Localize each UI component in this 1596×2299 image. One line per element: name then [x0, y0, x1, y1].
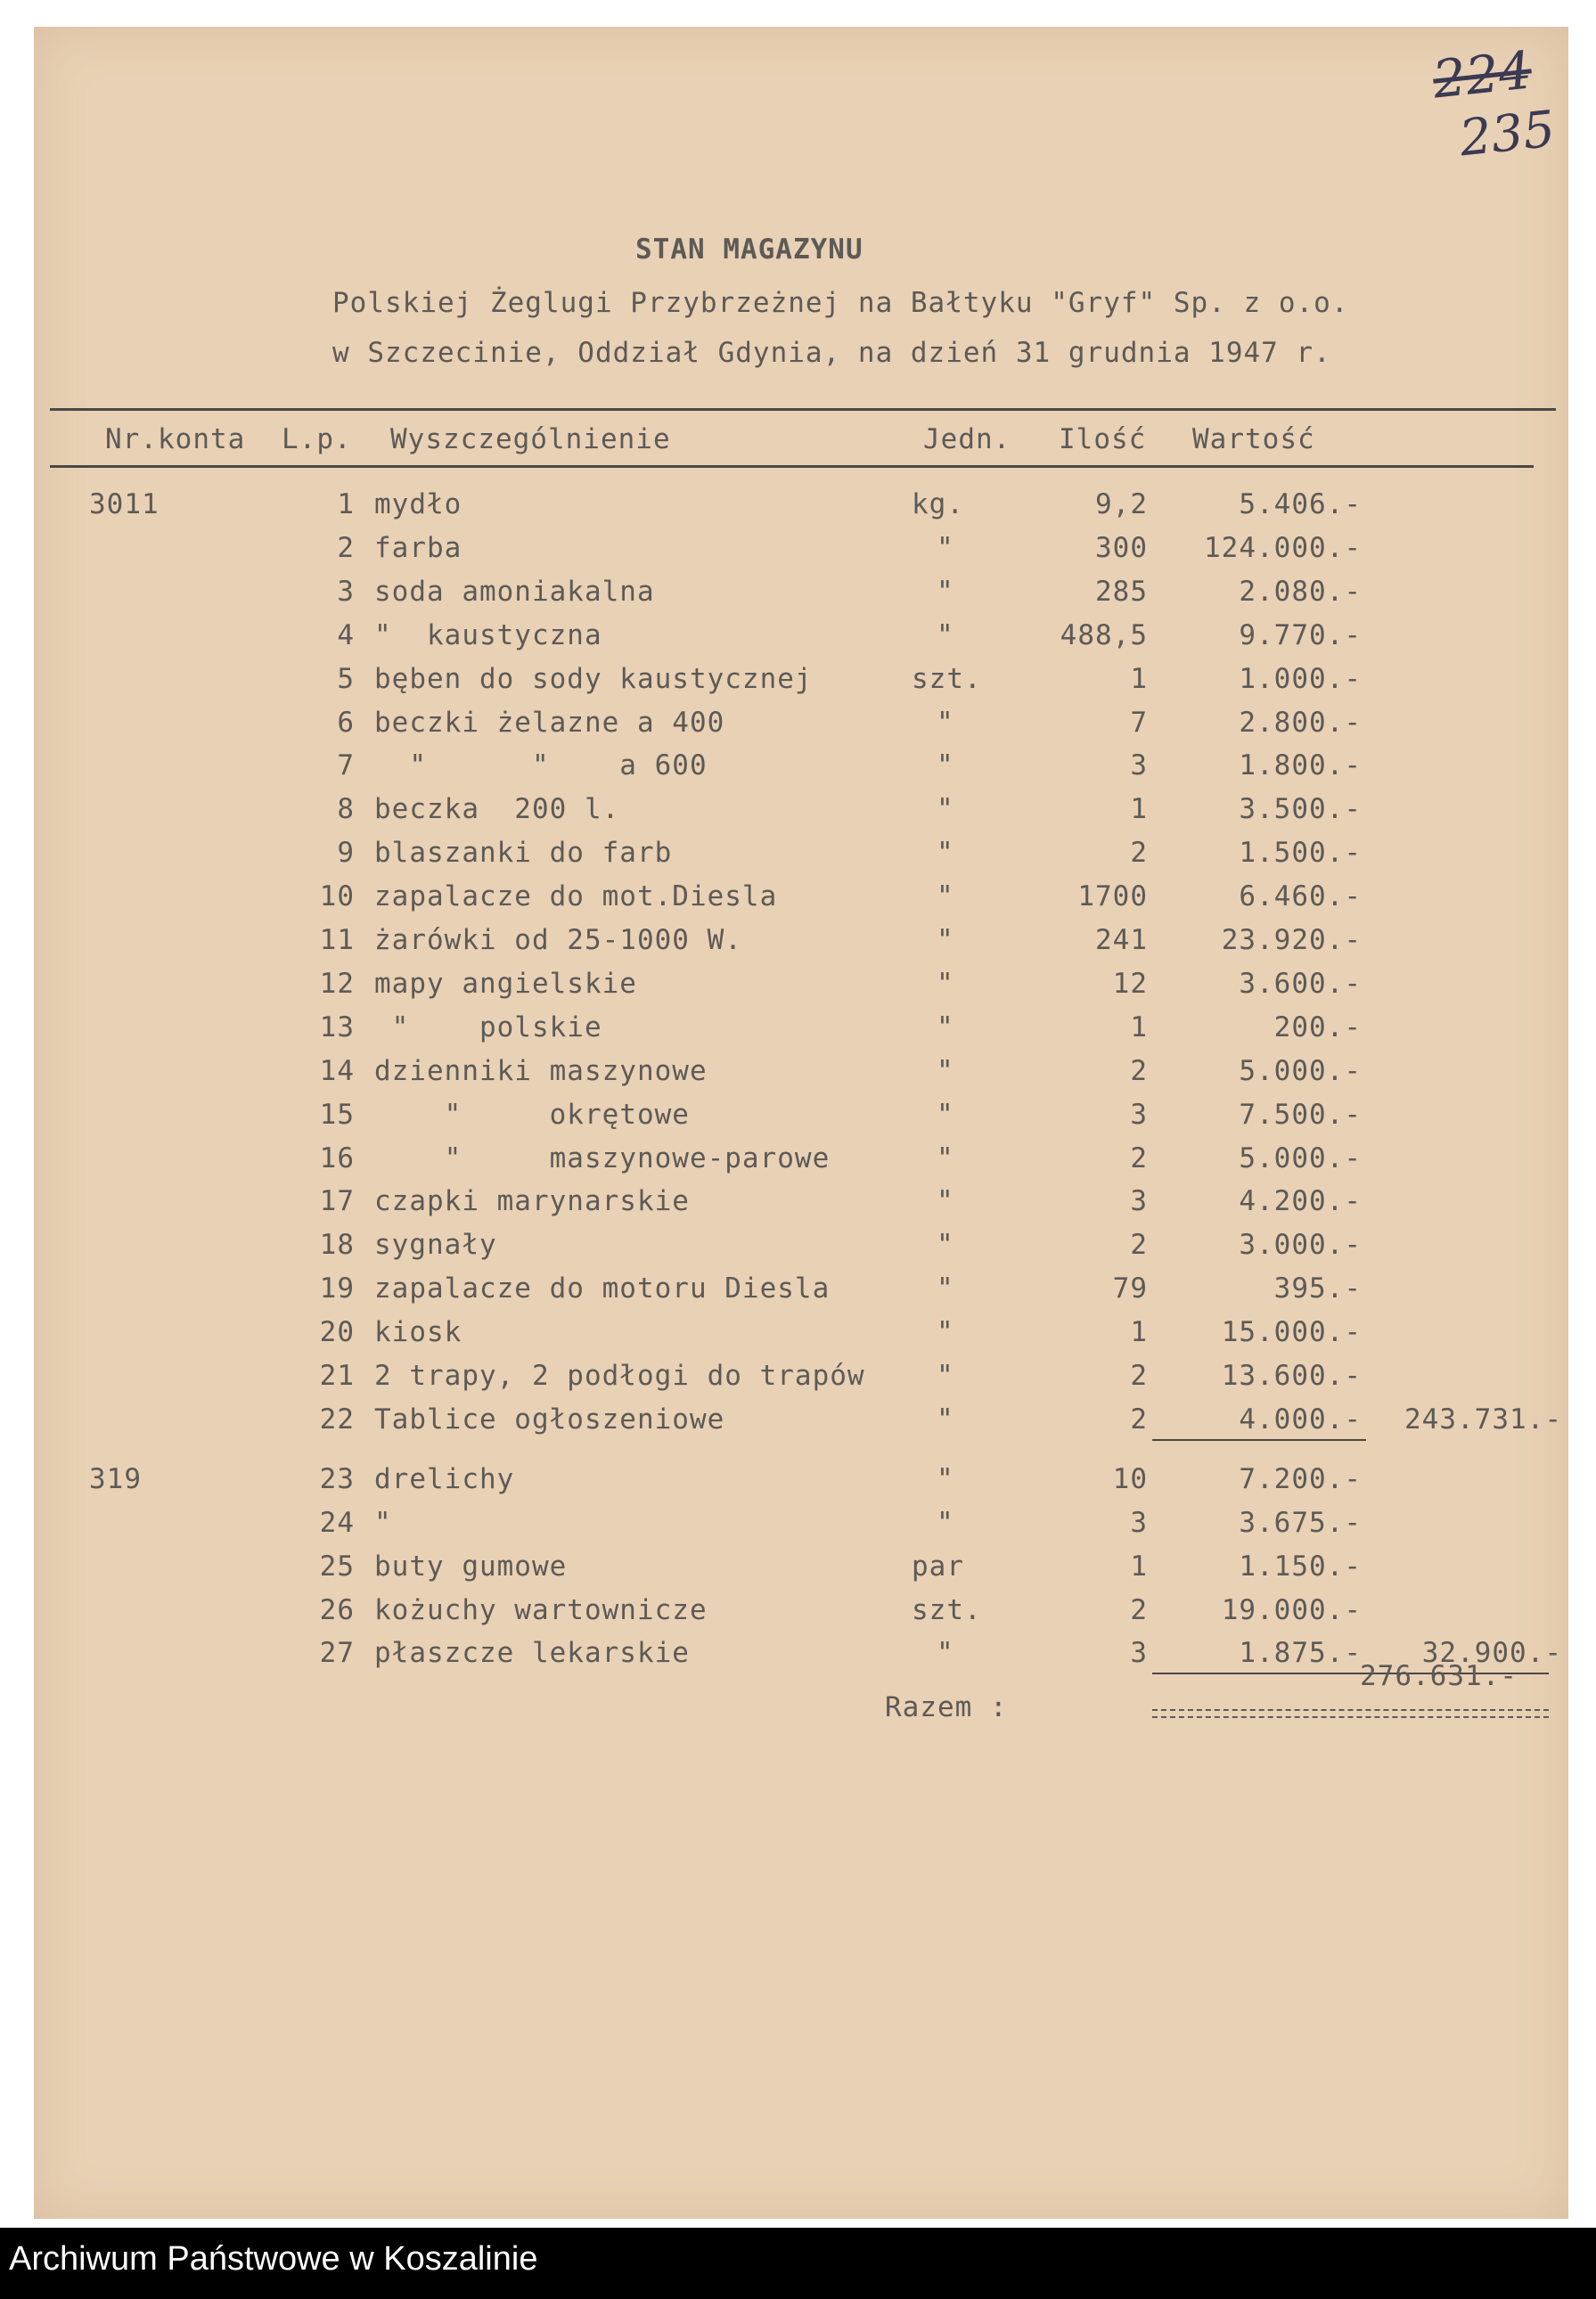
row-unit: ": [937, 1316, 954, 1349]
row-value: 7.200.-: [1239, 1462, 1362, 1495]
row-lp: 18: [319, 1229, 355, 1262]
row-unit: ": [937, 1098, 954, 1131]
document-subtitle-line1: Polskiej Żeglugi Przybrzeżnej na Bałtyku "Gryf" Sp. z o.o.: [332, 287, 1349, 319]
row-subtotal: 243.731.-: [1404, 1403, 1562, 1436]
row-unit: ": [937, 1637, 954, 1670]
row-lp: 12: [319, 967, 355, 1000]
group-underline: [1152, 1439, 1366, 1441]
row-qty: 1: [1130, 1010, 1148, 1043]
row-lp: 15: [319, 1098, 355, 1131]
row-lp: 1: [337, 488, 355, 520]
document-page: [34, 27, 1568, 2219]
row-value: 124.000.-: [1204, 531, 1362, 564]
row-item: beczki żelazne a 400: [374, 706, 725, 739]
row-unit: ": [937, 1506, 954, 1539]
row-lp: 14: [319, 1054, 355, 1087]
row-item: żarówki od 25-1000 W.: [374, 924, 742, 956]
row-unit: ": [937, 1054, 954, 1087]
row-lp: 22: [319, 1403, 355, 1436]
row-account: 319: [89, 1462, 142, 1495]
row-unit: ": [937, 924, 954, 956]
row-item: kiosk: [374, 1316, 462, 1349]
row-item: czapki marynarskie: [374, 1185, 690, 1218]
row-value: 2.800.-: [1239, 706, 1362, 739]
row-unit: ": [937, 1141, 954, 1174]
row-unit: ": [937, 880, 954, 913]
row-value: 1.500.-: [1239, 837, 1362, 870]
header-bottom-rule: [50, 465, 1534, 468]
col-header-account: Nr.konta: [105, 423, 246, 455]
handwritten-page-number: 224: [1429, 39, 1535, 110]
document-subtitle-line2: w Szczecinie, Oddział Gdynia, na dzień 31 grudnia 1947 r.: [332, 337, 1331, 369]
row-qty: 285: [1095, 575, 1148, 608]
row-item: zapalacze do motoru Diesla: [374, 1272, 831, 1305]
row-value: 5.406.-: [1239, 488, 1362, 520]
row-item: farba: [374, 531, 462, 564]
row-value: 9.770.-: [1239, 618, 1362, 651]
row-lp: 17: [319, 1185, 355, 1218]
row-unit: ": [937, 1360, 954, 1392]
row-value: 395.-: [1273, 1272, 1362, 1305]
row-unit: ": [937, 1229, 954, 1262]
row-value: 3.500.-: [1239, 793, 1362, 826]
row-lp: 4: [337, 618, 355, 651]
col-header-lp: L.p.: [282, 423, 352, 455]
row-qty: 1: [1130, 1550, 1148, 1583]
row-lp: 3: [337, 575, 355, 608]
row-item: beczka 200 l.: [374, 793, 620, 826]
row-unit: ": [937, 1403, 954, 1436]
row-unit: ": [937, 1185, 954, 1218]
row-qty: 9,2: [1095, 488, 1148, 520]
row-lp: 9: [337, 837, 355, 870]
row-lp: 21: [319, 1360, 355, 1392]
row-unit: ": [937, 1462, 954, 1495]
row-lp: 8: [337, 793, 355, 826]
row-qty: 2: [1130, 1229, 1148, 1262]
row-account: 3011: [89, 488, 160, 520]
archive-footer: [0, 2228, 1596, 2299]
row-lp: 20: [319, 1316, 355, 1349]
row-value: 19.000.-: [1221, 1593, 1362, 1626]
row-qty: 12: [1112, 967, 1148, 1000]
row-item: soda amoniakalna: [374, 575, 655, 608]
row-item: dzienniki maszynowe: [374, 1054, 708, 1087]
row-qty: 2: [1130, 1403, 1148, 1436]
row-lp: 26: [319, 1593, 355, 1626]
row-unit: ": [937, 967, 954, 1000]
row-lp: 13: [319, 1010, 355, 1043]
row-item: mydło: [374, 488, 462, 520]
row-unit: ": [937, 618, 954, 651]
row-value: 4.200.-: [1239, 1185, 1362, 1218]
row-value: 4.000.-: [1239, 1403, 1362, 1436]
row-unit: kg.: [912, 488, 964, 520]
row-qty: 2: [1130, 837, 1148, 870]
row-qty: 2: [1130, 1054, 1148, 1087]
row-unit: ": [937, 531, 954, 564]
row-qty: 1700: [1077, 880, 1148, 913]
row-lp: 25: [319, 1550, 355, 1583]
total-value: 276.631.-: [1360, 1660, 1518, 1692]
document-title: STAN MAGAZYNU: [635, 233, 863, 266]
row-lp: 19: [319, 1272, 355, 1305]
row-lp: 23: [319, 1462, 355, 1495]
row-value: 200.-: [1273, 1010, 1362, 1043]
row-item: blaszanki do farb: [374, 837, 673, 870]
handwritten-page-number-corrected: 235: [1456, 100, 1558, 168]
archive-name: Archiwum Państwowe w Koszalinie: [9, 2240, 538, 2278]
row-lp: 2: [337, 531, 355, 564]
row-value: 1.000.-: [1239, 662, 1362, 695]
row-qty: 488,5: [1060, 618, 1148, 651]
row-unit: ": [937, 575, 954, 608]
row-value: 3.600.-: [1239, 967, 1362, 1000]
row-lp: 5: [337, 662, 355, 695]
row-lp: 16: [319, 1141, 355, 1174]
row-value: 5.000.-: [1239, 1141, 1362, 1174]
row-subtotal: 32.900.-: [1421, 1637, 1562, 1670]
row-value: 7.500.-: [1239, 1098, 1362, 1131]
row-lp: 10: [319, 880, 355, 913]
row-qty: 300: [1095, 531, 1148, 564]
row-value: 3.000.-: [1239, 1229, 1362, 1262]
header-top-rule: [50, 408, 1556, 411]
row-value: 15.000.-: [1221, 1316, 1362, 1349]
row-item: kożuchy wartownicze: [374, 1593, 708, 1626]
row-item: Tablice ogłoszeniowe: [374, 1403, 725, 1436]
row-qty: 10: [1112, 1462, 1148, 1495]
row-qty: 2: [1130, 1593, 1148, 1626]
row-unit: szt.: [912, 662, 982, 695]
row-item: " okrętowe: [374, 1098, 690, 1131]
row-lp: 6: [337, 706, 355, 739]
row-item: " kaustyczna: [374, 618, 602, 651]
row-item: ": [374, 1506, 392, 1539]
row-item: zapalacze do mot.Diesla: [374, 880, 778, 913]
row-value: 1.875.-: [1239, 1637, 1362, 1670]
row-item: 2 trapy, 2 podłogi do trapów: [374, 1360, 865, 1392]
row-value: 2.080.-: [1239, 575, 1362, 608]
row-item: sygnały: [374, 1229, 497, 1262]
row-qty: 3: [1130, 1185, 1148, 1218]
row-unit: par: [912, 1550, 964, 1583]
total-double-rule-2: [1152, 1716, 1549, 1720]
row-value: 1.150.-: [1239, 1550, 1362, 1583]
row-qty: 1: [1130, 793, 1148, 826]
col-header-unit: Jedn.: [923, 423, 1011, 455]
row-unit: ": [937, 837, 954, 870]
col-header-item: Wyszczególnienie: [390, 423, 671, 455]
row-unit: ": [937, 706, 954, 739]
row-qty: 3: [1130, 1098, 1148, 1131]
row-qty: 1: [1130, 662, 1148, 695]
row-item: " maszynowe-parowe: [374, 1141, 831, 1174]
total-label: Razem :: [885, 1691, 1008, 1723]
row-qty: 3: [1130, 749, 1148, 782]
row-value: 13.600.-: [1221, 1360, 1362, 1392]
total-double-rule: [1152, 1709, 1549, 1713]
row-qty: 7: [1130, 706, 1148, 739]
row-value: 6.460.-: [1239, 880, 1362, 913]
row-item: buty gumowe: [374, 1550, 568, 1583]
col-header-value: Wartość: [1192, 423, 1315, 455]
row-qty: 2: [1130, 1360, 1148, 1392]
row-value: 23.920.-: [1221, 924, 1362, 956]
row-lp: 11: [319, 924, 355, 956]
row-unit: ": [937, 1272, 954, 1305]
row-qty: 1: [1130, 1316, 1148, 1349]
row-qty: 2: [1130, 1141, 1148, 1174]
row-value: 3.675.-: [1239, 1506, 1362, 1539]
row-item: " polskie: [374, 1010, 602, 1043]
row-item: bęben do sody kaustycznej: [374, 662, 813, 695]
row-qty: 79: [1112, 1272, 1148, 1305]
col-header-qty: Ilość: [1059, 423, 1147, 455]
row-unit: ": [937, 793, 954, 826]
row-unit: ": [937, 749, 954, 782]
row-qty: 241: [1095, 924, 1148, 956]
row-value: 1.800.-: [1239, 749, 1362, 782]
row-unit: szt.: [912, 1593, 982, 1626]
row-lp: 7: [337, 749, 355, 782]
row-item: płaszcze lekarskie: [374, 1637, 690, 1670]
row-qty: 3: [1130, 1506, 1148, 1539]
row-qty: 3: [1130, 1637, 1148, 1670]
row-lp: 24: [319, 1506, 355, 1539]
row-item: " " a 600: [374, 749, 708, 782]
row-item: mapy angielskie: [374, 967, 637, 1000]
row-value: 5.000.-: [1239, 1054, 1362, 1087]
row-lp: 27: [319, 1637, 355, 1670]
row-unit: ": [937, 1010, 954, 1043]
row-item: drelichy: [374, 1462, 515, 1495]
